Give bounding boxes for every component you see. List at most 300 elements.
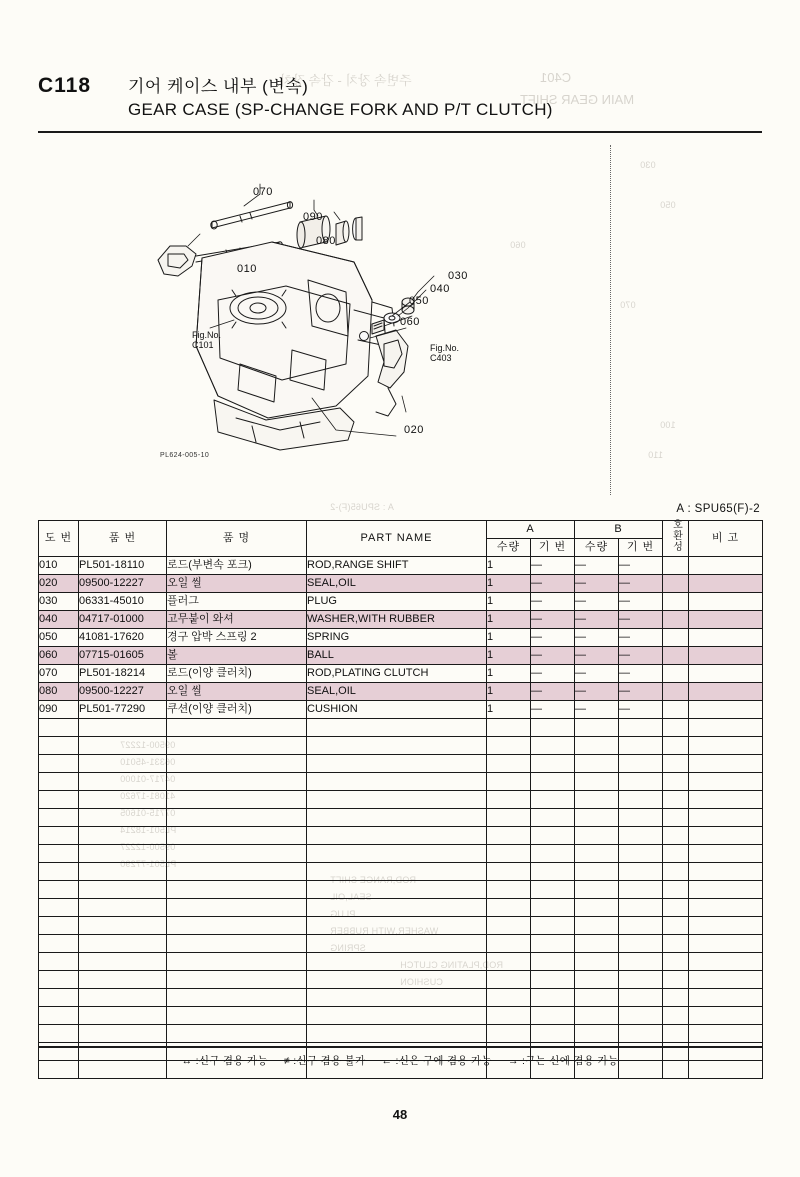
cell-name-en: SPRING [307,629,487,647]
cell-empty [167,971,307,989]
cell-name-en: CUSHION [307,701,487,719]
cell-empty [689,917,763,935]
cell-empty [531,755,575,773]
cell-empty [663,791,689,809]
cell-empty [689,971,763,989]
cell-empty [531,1007,575,1025]
cell-qty-b: — [575,683,619,701]
legend-item: → :구는 신에 겸용 가능 [507,1055,619,1067]
cell-part-no: PL501-18214 [79,665,167,683]
cell-empty [663,989,689,1007]
cell-part-no: 06331-45010 [79,593,167,611]
th-remarks: 비 고 [689,521,763,557]
table-row-empty [39,1025,763,1043]
cell-ref-no: 050 [39,629,79,647]
table-row [39,629,763,647]
cell-empty [531,953,575,971]
cell-empty [531,1025,575,1043]
table-row [39,557,763,575]
cell-empty [39,791,79,809]
ghost-text: WASHER,WITH RUBBER [330,926,439,936]
cell-qty-a: 1 [487,701,531,719]
ghost-text: PL501-77290 [120,859,177,869]
cell-empty [39,845,79,863]
cell-empty [575,755,619,773]
ghost-text: 070 [620,300,636,310]
cell-empty [663,899,689,917]
cell-empty [575,917,619,935]
cell-ref-no: 070 [39,665,79,683]
cell-mark-b: — [619,611,663,629]
cell-empty [39,971,79,989]
cell-empty [307,845,487,863]
cell-mark-b: — [619,701,663,719]
legend-rule [38,1046,762,1048]
th-name-en: PART NAME [307,521,487,557]
cell-empty [531,791,575,809]
ghost-text: 04717-01000 [120,774,176,784]
callout-080: 080 [316,235,336,247]
cell-empty [167,881,307,899]
cell-empty [619,989,663,1007]
cell-remarks [689,629,763,647]
legend-item: ↔ :신구 겸용 가능 [181,1055,268,1067]
fig-ref-c403 [430,343,459,364]
cell-empty [487,1025,531,1043]
cell-empty [575,971,619,989]
ghost-text: ROD,PLATING CLUTCH [400,960,503,970]
cell-empty [531,845,575,863]
table-row [39,593,763,611]
cell-empty [575,953,619,971]
cell-empty [307,971,487,989]
ghost-text: 110 [648,450,663,460]
ghost-text: C401 [540,70,572,85]
cell-empty [575,881,619,899]
cell-empty [307,827,487,845]
cell-empty [619,845,663,863]
cell-ref-no: 010 [39,557,79,575]
page-number: 48 [392,1107,408,1122]
table-row-empty [39,845,763,863]
cell-empty [663,827,689,845]
ghost-text: 41081-17620 [120,791,176,801]
table-row-empty [39,1007,763,1025]
th-interchange [663,521,689,557]
table-row-empty [39,791,763,809]
cell-qty-b: — [575,647,619,665]
th-group-b: B [575,521,663,539]
drawing-number: PL624-005-10 [160,452,210,459]
cell-empty [663,1007,689,1025]
cell-empty [307,953,487,971]
cell-part-no: 04717-01000 [79,611,167,629]
table-row-empty [39,989,763,1007]
cell-empty [689,791,763,809]
cell-empty [575,935,619,953]
cell-empty [167,845,307,863]
header-rule [38,131,762,133]
cell-empty [689,899,763,917]
cell-interchange [663,557,689,575]
cell-empty [487,755,531,773]
cell-empty [167,719,307,737]
th-mark-a: 기 번 [531,539,575,557]
cell-empty [619,791,663,809]
cell-empty [79,827,167,845]
cell-empty [663,935,689,953]
table-row-empty [39,719,763,737]
callout-060: 060 [400,316,420,328]
cell-qty-b: — [575,665,619,683]
cell-empty [79,755,167,773]
cell-empty [575,863,619,881]
cell-empty [619,827,663,845]
cell-ref-no: 080 [39,683,79,701]
cell-interchange [663,647,689,665]
cell-empty [79,791,167,809]
fig-ref-label: Fig.No. [192,330,222,340]
ghost-text: ROD,RANGE SHIFT [330,875,417,885]
cell-empty [79,935,167,953]
cell-qty-a: 1 [487,665,531,683]
table-row-empty [39,737,763,755]
cell-empty [619,881,663,899]
cell-name-ko: 고무붙이 와셔 [167,611,307,629]
cell-empty [663,719,689,737]
cell-empty [663,971,689,989]
cell-remarks [689,683,763,701]
cell-empty [575,1025,619,1043]
cell-empty [663,737,689,755]
cell-remarks [689,611,763,629]
table-row-empty [39,755,763,773]
callout-030: 030 [448,270,468,282]
callout-090: 090 [303,211,323,223]
cell-empty [531,971,575,989]
cell-mark-b: — [619,557,663,575]
cell-empty [663,845,689,863]
cell-qty-a: 1 [487,611,531,629]
fig-ref-c101 [192,330,221,351]
cell-empty [487,845,531,863]
cell-mark-a: — [531,647,575,665]
cell-empty [307,791,487,809]
cell-empty [167,1025,307,1043]
cell-empty [79,953,167,971]
cell-mark-a: — [531,683,575,701]
cell-empty [79,845,167,863]
cell-empty [39,899,79,917]
cell-name-ko: 플러그 [167,593,307,611]
cell-empty [663,809,689,827]
cell-empty [167,935,307,953]
cell-interchange [663,575,689,593]
cell-empty [167,953,307,971]
cell-qty-a: 1 [487,557,531,575]
cell-name-en: ROD,PLATING CLUTCH [307,665,487,683]
cell-empty [663,863,689,881]
cell-name-ko: 오일 씰 [167,575,307,593]
cell-empty [575,899,619,917]
table-row-empty [39,935,763,953]
cell-qty-a: 1 [487,575,531,593]
cell-empty [307,989,487,1007]
cell-empty [79,773,167,791]
cell-empty [531,917,575,935]
cell-empty [487,989,531,1007]
cell-empty [39,773,79,791]
cell-empty [531,881,575,899]
cell-empty [619,953,663,971]
cell-empty [307,935,487,953]
table-row [39,611,763,629]
cell-empty [619,719,663,737]
table-row-empty [39,809,763,827]
cell-empty [575,845,619,863]
variant-note: A : SPU65(F)-2 [676,503,760,515]
cell-empty [575,719,619,737]
cell-interchange [663,665,689,683]
cell-empty [487,1007,531,1025]
ghost-text: PLUG [330,909,356,919]
ghost-text: MAIN GEAR SHIFT [520,92,635,107]
cell-empty [79,917,167,935]
th-interchange-text: 호환성 [670,519,682,552]
cell-empty [575,1007,619,1025]
cell-empty [531,809,575,827]
cell-empty [307,719,487,737]
cell-empty [575,809,619,827]
table-row-empty [39,827,763,845]
cell-empty [531,935,575,953]
cell-empty [575,827,619,845]
cell-remarks [689,593,763,611]
legend [38,1053,762,1068]
cell-interchange [663,629,689,647]
table-row [39,701,763,719]
ghost-text: CUSHION [400,977,443,987]
cell-empty [619,1007,663,1025]
cell-empty [619,899,663,917]
cell-empty [531,773,575,791]
cell-empty [39,1025,79,1043]
cell-empty [307,809,487,827]
cell-qty-b: — [575,701,619,719]
table-row-empty [39,953,763,971]
cell-name-ko: 로드(부변속 포크) [167,557,307,575]
cell-empty [487,773,531,791]
cell-empty [689,989,763,1007]
cell-remarks [689,647,763,665]
cell-part-no: PL501-77290 [79,701,167,719]
cell-qty-b: — [575,557,619,575]
cell-name-en: BALL [307,647,487,665]
cell-name-en: SEAL,OIL [307,683,487,701]
table-row-empty [39,899,763,917]
cell-interchange [663,683,689,701]
cell-empty [39,809,79,827]
cell-part-no: PL501-18110 [79,557,167,575]
cell-name-ko: 경구 압박 스프링 2 [167,629,307,647]
cell-empty [531,899,575,917]
cell-mark-b: — [619,665,663,683]
cell-empty [39,755,79,773]
cell-empty [307,755,487,773]
cell-empty [39,827,79,845]
cell-qty-a: 1 [487,647,531,665]
legend-item: ← :신은 구에 겸용 가능 [381,1055,492,1067]
figure-code: C118 [38,74,92,97]
cell-name-en: WASHER,WITH RUBBER [307,611,487,629]
cell-name-ko: 오일 씰 [167,683,307,701]
cell-qty-a: 1 [487,629,531,647]
callout-020: 020 [404,424,424,436]
cell-empty [531,719,575,737]
table-row-empty [39,863,763,881]
cell-empty [487,953,531,971]
table-row-empty [39,917,763,935]
cell-empty [167,827,307,845]
illustration-divider [610,145,611,495]
cell-empty [39,935,79,953]
cell-part-no: 09500-12227 [79,683,167,701]
cell-empty [663,881,689,899]
cell-empty [689,881,763,899]
cell-empty [79,719,167,737]
cell-empty [619,809,663,827]
cell-name-ko: 로드(이양 클러치) [167,665,307,683]
cell-empty [39,863,79,881]
callout-040: 040 [430,283,450,295]
cell-empty [689,953,763,971]
cell-qty-b: — [575,611,619,629]
cell-mark-b: — [619,575,663,593]
ghost-text: 07715-01605 [120,808,176,818]
cell-empty [79,1007,167,1025]
cell-empty [531,989,575,1007]
cell-part-no: 41081-17620 [79,629,167,647]
cell-empty [619,755,663,773]
cell-empty [167,989,307,1007]
cell-empty [167,917,307,935]
cell-name-ko: 쿠션(이양 클러치) [167,701,307,719]
cell-empty [689,809,763,827]
table-row-empty [39,773,763,791]
cell-empty [531,863,575,881]
cell-empty [39,953,79,971]
cell-name-en: ROD,RANGE SHIFT [307,557,487,575]
cell-empty [39,989,79,1007]
cell-empty [167,809,307,827]
cell-empty [79,809,167,827]
callout-010: 010 [237,263,257,275]
cell-empty [79,971,167,989]
cell-mark-b: — [619,629,663,647]
legend-item: ≠ :신구 겸용 불가 [283,1055,366,1067]
fig-ref-value: C403 [430,353,452,364]
th-ref-no: 도 번 [39,521,79,557]
ghost-text: 050 [660,200,676,210]
cell-empty [79,863,167,881]
ghost-text: SEAL,OIL [330,892,372,902]
cell-interchange [663,593,689,611]
th-mark-b: 기 번 [619,539,663,557]
cell-qty-a: 1 [487,593,531,611]
cell-qty-b: — [575,629,619,647]
cell-empty [663,755,689,773]
cell-empty [487,809,531,827]
cell-remarks [689,557,763,575]
cell-empty [487,719,531,737]
cell-qty-a: 1 [487,683,531,701]
cell-empty [167,791,307,809]
cell-empty [531,737,575,755]
table-row-empty [39,881,763,899]
parts-table [38,520,763,1079]
cell-qty-b: — [575,593,619,611]
cell-empty [307,917,487,935]
figure-title-ko: 기어 케이스 내부 (변속) [128,77,309,96]
cell-mark-a: — [531,611,575,629]
cell-empty [167,737,307,755]
cell-empty [689,863,763,881]
cell-empty [689,935,763,953]
cell-empty [167,899,307,917]
cell-empty [619,773,663,791]
cell-mark-a: — [531,593,575,611]
cell-empty [79,899,167,917]
cell-empty [167,755,307,773]
cell-empty [689,1025,763,1043]
cell-empty [689,845,763,863]
cell-empty [307,863,487,881]
cell-ref-no: 040 [39,611,79,629]
cell-empty [39,881,79,899]
cell-empty [575,989,619,1007]
th-name-ko: 품 명 [167,521,307,557]
cell-empty [487,899,531,917]
fig-ref-label: Fig.No. [430,343,460,353]
cell-qty-b: — [575,575,619,593]
cell-name-en: SEAL,OIL [307,575,487,593]
ghost-text: A : SPU65(F)-2 [330,502,394,512]
ghost-text: 030 [640,160,656,170]
cell-empty [167,863,307,881]
cell-mark-a: — [531,629,575,647]
callout-050: 050 [409,295,429,307]
cell-empty [689,773,763,791]
cell-empty [487,935,531,953]
cell-part-no: 07715-01605 [79,647,167,665]
cell-empty [79,737,167,755]
cell-interchange [663,701,689,719]
cell-empty [487,917,531,935]
cell-empty [307,737,487,755]
fig-ref-value: C101 [192,340,214,351]
cell-empty [689,755,763,773]
cell-name-en: PLUG [307,593,487,611]
cell-empty [39,737,79,755]
cell-empty [79,989,167,1007]
cell-empty [167,1007,307,1025]
cell-empty [619,971,663,989]
cell-empty [39,917,79,935]
table-row [39,575,763,593]
cell-mark-a: — [531,557,575,575]
ghost-text: SPRING [330,943,366,953]
cell-empty [167,773,307,791]
